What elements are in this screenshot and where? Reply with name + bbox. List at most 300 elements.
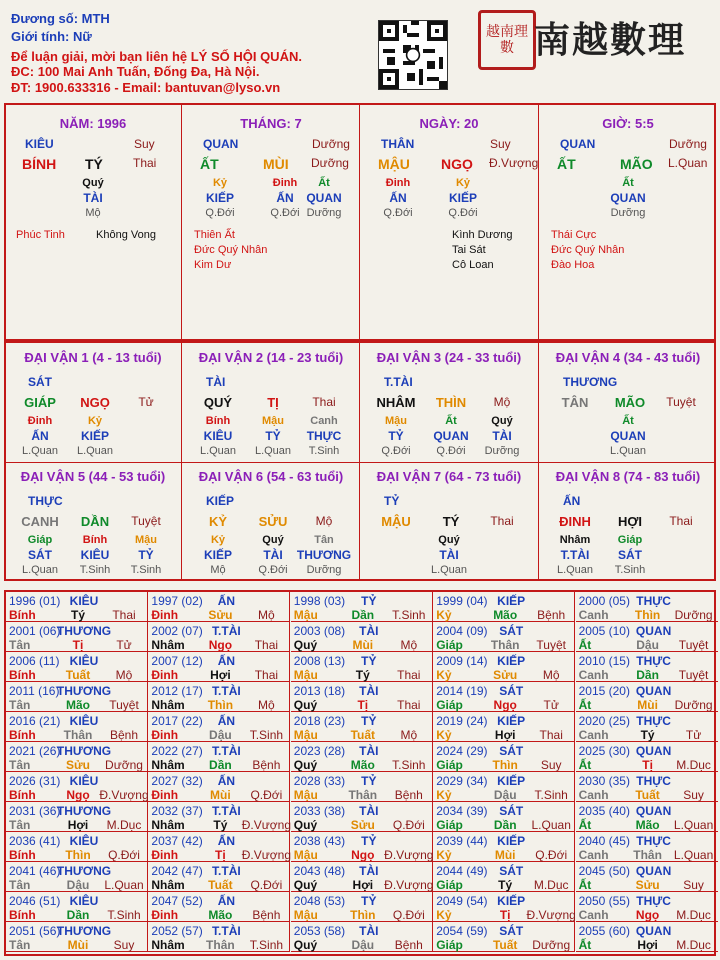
year-branch: Mão [350,758,375,772]
luck-hidden-stage: L.Quan [21,445,59,457]
year-label: 2042 (47) [151,864,203,878]
year-branch: Mùi [352,638,374,652]
year-label: 2001 (06) [9,624,61,638]
hidden-stem: Đinh [272,177,298,189]
qr-code-icon[interactable] [378,20,448,90]
year-branch: Dần [351,608,375,622]
year-branch: Thân [206,938,235,952]
year-cell[interactable] [6,712,148,742]
year-stem: Ất [578,818,592,832]
year-god: TỶ [361,714,377,728]
year-branch: Tuất [635,788,660,802]
year-stage: Bệnh [394,788,423,802]
year-cell[interactable] [576,652,718,682]
shensha-star: Phúc Tinh [16,229,65,241]
year-branch: Tị [72,638,84,652]
luck-hidden-god: THƯƠNG [296,548,352,562]
year-god: THỰC [636,714,671,728]
luck-god: TỶ [384,494,400,508]
year-stem: Tân [9,698,31,712]
year-stage: T.Sinh [107,908,141,922]
luck-hidden-stage: L.Quan [21,564,59,576]
year-label: 2008 (13) [293,654,346,668]
pillars-panel [4,103,716,341]
pillar-branch: MÃO [620,156,653,172]
year-cell[interactable] [576,682,718,712]
year-stage: L.Quan [673,818,714,832]
luck-hidden-god: TÀI [492,429,512,443]
year-branch: Tị [642,758,653,772]
year-cell[interactable] [148,682,290,712]
year-stage: Đ.Vượng [384,878,434,892]
luck-title: ĐẠI VẬN 2 (14 - 23 tuổi) [198,350,344,365]
year-cell[interactable] [433,742,575,772]
year-cell[interactable] [576,802,718,832]
luck-hidden-stage: Dưỡng [306,564,342,576]
year-stem: Giáp [436,758,463,772]
year-stem: Tân [9,818,31,832]
year-cell[interactable] [6,832,148,862]
year-label: 2020 (25) [578,714,630,728]
year-stem: Quý [293,878,318,892]
year-stem: Giáp [436,878,463,892]
year-stage: Đ.Vượng [99,788,149,802]
year-stem: Kỷ [436,668,452,682]
pillar-title: THÁNG: 7 [240,116,302,131]
year-god: TÀI [359,744,379,758]
year-label: 2033 (38) [293,804,346,818]
year-cell[interactable] [148,832,290,862]
year-god: SÁT [499,864,524,878]
year-branch: Dần [66,908,90,922]
year-cell[interactable] [6,682,148,712]
year-cell[interactable] [433,862,575,892]
year-stage: L.Quan [104,878,144,892]
year-branch: Hợi [210,668,231,682]
year-cell[interactable] [291,892,433,922]
year-label: 2010 (15) [578,654,630,668]
hidden-stem: Ất [622,177,634,189]
year-cell[interactable] [291,652,433,682]
year-stem: Tân [9,878,31,892]
year-branch: Tý [70,608,86,622]
year-label: 1999 (04) [436,594,488,608]
year-cell[interactable] [433,922,575,952]
year-branch: Dậu [351,938,375,952]
pillar-branch: TÝ [85,156,103,172]
luck-hidden-stem: Mậu [262,415,284,427]
pillar-stage: Dưỡng [311,156,349,170]
year-stem: Giáp [436,818,463,832]
year-cell[interactable] [6,802,148,832]
year-label: 2022 (27) [151,744,203,758]
year-stem: Bính [9,788,36,802]
year-cell[interactable] [291,772,433,802]
year-label: 2011 (16) [9,684,60,698]
year-stem: Bính [9,908,36,922]
header [0,0,720,100]
year-stem: Đinh [151,788,179,802]
year-cell[interactable] [6,772,148,802]
year-cell[interactable] [148,712,290,742]
year-stem: Đinh [151,608,179,622]
year-stage: Mộ [542,668,560,682]
year-label: 2004 (09) [436,624,488,638]
pillar-stage: Đ.Vượng [489,156,539,170]
year-god: KIÊU [69,834,99,848]
year-god: KIÊU [69,714,99,728]
year-stage: Mộ [400,728,418,742]
year-cell[interactable] [291,862,433,892]
year-label: 2009 (14) [436,654,488,668]
year-cell[interactable] [148,862,290,892]
year-label: 2024 (29) [436,744,488,758]
year-label: 2021 (26) [9,744,61,758]
year-stem: Tân [9,638,31,652]
gioi-tinh: Giới tính: Nữ [11,29,92,44]
year-god: THƯƠNG [56,744,112,758]
year-stage: Dưỡng [532,938,571,952]
luck-branch: HỢI [617,514,643,529]
year-branch: Thân [490,638,520,652]
year-label: 2028 (33) [293,774,346,788]
contact-line-1: Để luận giải, mời bạn liên hệ LÝ SỐ HỘI QUÁN. [11,49,302,64]
hidden-god: ẤN [276,191,294,205]
year-branch: Tị [499,908,511,922]
year-stage: T.Sinh [392,608,426,622]
hidden-god: ẤN [389,191,407,205]
year-branch: Sửu [350,818,375,832]
luck-hidden-stem: Giáp [617,534,643,546]
pillar-stage: Thai [133,156,157,170]
luck-hidden-stage: T.Sinh [308,445,340,457]
year-cell[interactable] [148,742,290,772]
year-stage: T.Sinh [249,728,284,742]
year-god: TÀI [359,684,379,698]
luck-hidden-god: KIÊU [203,429,233,443]
year-label: 2030 (35) [578,774,630,788]
year-god: ẤN [217,834,236,848]
year-stage: T.Sinh [534,788,568,802]
year-stage: Suy [683,878,704,892]
luck-hidden-stem: Mậu [135,534,157,546]
luck-hidden-god: KIẾP [80,429,110,443]
luck-hidden-stem: Canh [310,415,338,427]
pillar-title: GIỜ: 5:5 [602,116,654,131]
year-stem: Kỷ [436,848,452,862]
pillar-state: Suy [490,137,511,151]
year-stage: Mộ [258,698,275,712]
year-cell[interactable] [576,742,718,772]
year-god: KIÊU [69,894,99,908]
year-cell[interactable] [576,622,718,652]
luck-title: ĐẠI VẬN 5 (44 - 53 tuổi) [20,469,166,484]
year-label: 2017 (22) [151,714,203,728]
luck-god: SÁT [28,375,52,389]
brand-seal: 越南理數 [478,10,536,70]
year-cell[interactable] [148,592,290,622]
year-god: QUAN [635,684,672,698]
year-cell[interactable] [291,802,433,832]
year-label: 2016 (21) [9,714,61,728]
year-stage: Suy [113,938,135,952]
year-branch: Mùi [494,848,516,862]
year-stem: Giáp [436,638,463,652]
year-stem: Ất [578,878,592,892]
year-stage: Thai [539,728,563,742]
year-branch: Dậu [209,728,232,742]
year-stage: Thai [397,668,421,682]
luck-hidden-stem: Ất [445,415,457,427]
pillar-state: Dưỡng [312,137,350,151]
year-stage: Mộ [115,668,133,682]
year-cell[interactable] [6,862,148,892]
luck-hidden-stage: Mộ [210,564,226,576]
year-stage: Tuyệt [678,668,709,682]
year-branch: Sửu [635,878,660,892]
year-cell[interactable] [433,712,575,742]
year-branch: Dần [636,668,659,682]
year-god: THƯƠNG [56,864,112,878]
year-stage: M.Dục [676,908,711,922]
year-cell[interactable] [291,712,433,742]
year-label: 2055 (60) [578,924,630,938]
year-stage: Q.Đới [250,878,283,892]
luck-hidden-stage: L.Quan [199,445,237,457]
year-cell[interactable] [6,892,148,922]
year-cell[interactable] [433,682,575,712]
year-stem: Nhâm [151,878,185,892]
year-stage: M.Dục [106,818,142,832]
year-label: 2025 (30) [578,744,630,758]
year-cell[interactable] [576,862,718,892]
year-branch: Hợi [494,728,516,742]
year-cell[interactable] [6,622,148,652]
year-stage: Thai [397,698,421,712]
year-stem: Kỷ [436,908,452,922]
year-branch: Dần [493,818,517,832]
year-cell[interactable] [433,772,575,802]
luck-title: ĐẠI VẬN 3 (24 - 33 tuổi) [376,350,522,365]
year-god: SÁT [499,684,524,698]
year-branch: Dậu [493,788,517,802]
year-cell[interactable] [291,832,433,862]
year-god: QUAN [635,744,672,758]
year-label: 2035 (40) [578,804,630,818]
luck-title: ĐẠI VẬN 6 (54 - 63 tuổi) [198,469,344,484]
year-branch: Dần [209,758,232,772]
year-cell[interactable] [6,742,148,772]
pillar-stem: MẬU [378,156,410,172]
year-stem: Quý [293,758,318,772]
year-stage: Bệnh [394,938,423,952]
year-cell[interactable] [433,652,575,682]
year-stem: Ất [578,638,592,652]
hidden-stage: Dưỡng [306,207,342,219]
year-label: 2036 (41) [9,834,61,848]
hidden-god: KIẾP [205,191,235,205]
year-stage: Dưỡng [674,608,713,622]
year-stem: Nhâm [151,638,185,652]
year-god: THƯƠNG [56,924,112,938]
luck-stem: QUÝ [203,395,233,410]
year-stem: Đinh [151,848,179,862]
hidden-god: QUAN [306,191,342,205]
luck-hidden-god: TÀI [263,548,283,562]
year-stage: Thai [254,638,279,652]
year-branch: Mùi [637,698,658,712]
year-label: 2026 (31) [9,774,61,788]
year-cell[interactable] [433,592,575,622]
year-god: THƯƠNG [56,804,112,818]
year-cell[interactable] [433,622,575,652]
year-stem: Mậu [293,728,318,742]
year-stem: Quý [293,818,318,832]
luck-hidden-stem: Quý [438,534,460,546]
pillar-god: QUAN [203,137,239,151]
year-stem: Quý [293,938,318,952]
brand-logo: 南越數理 [534,19,687,61]
year-label: 2019 (24) [436,714,488,728]
luck-stage: Mộ [315,514,333,528]
year-stage: M.Dục [533,878,569,892]
hidden-stage: Q.Đới [205,207,235,219]
pillar-god: KIÊU [25,137,54,151]
luck-title: ĐẠI VẬN 1 (4 - 13 tuổi) [24,350,162,365]
luck-hidden-stage: T.Sinh [79,564,111,576]
year-stage: L.Quan [531,818,571,832]
year-stem: Quý [293,698,318,712]
year-cell[interactable] [148,622,290,652]
shensha-star: Kim Dư [194,259,232,271]
year-cell[interactable] [291,682,433,712]
luck-hidden-stage: L.Quan [430,564,468,576]
year-branch: Mùi [210,788,231,802]
shensha-star: Đào Hoa [551,259,595,271]
luck-hidden-stage: L.Quan [76,445,114,457]
year-stage: Tử [543,698,559,712]
year-cell[interactable] [291,592,433,622]
pillar-stem: ẤT [557,156,576,172]
year-branch: Ngọ [66,788,90,802]
year-god: KIẾP [497,594,526,608]
year-branch: Thìn [634,608,661,622]
shensha-star: Đức Quý Nhân [194,244,268,256]
year-cell[interactable] [576,772,718,802]
hidden-stem: Đinh [385,177,411,189]
luck-stage: Thai [669,514,693,528]
year-cell[interactable] [576,592,718,622]
year-cell[interactable] [148,772,290,802]
year-stage: Tuyệt [109,698,139,712]
year-stage: Suy [540,758,562,772]
year-branch: Hợi [637,938,658,952]
hidden-god: KIẾP [448,191,478,205]
shensha-star: Tai Sát [452,244,486,256]
year-cell[interactable] [6,922,148,952]
year-stage: Q.Đới [250,788,283,802]
luck-hidden-god: QUAN [610,429,646,443]
year-cell[interactable] [148,802,290,832]
year-cell[interactable] [576,922,718,952]
year-cell[interactable] [576,892,718,922]
year-label: 2018 (23) [293,714,346,728]
luck-hidden-god: T.TÀI [560,548,590,562]
year-branch: Thìn [207,698,234,712]
year-stage: Thai [254,668,279,682]
year-branch: Tuất [65,668,91,682]
year-label: 2052 (57) [151,924,203,938]
year-stage: Bệnh [252,908,281,922]
hidden-stage: Q.Đới [270,207,300,219]
year-god: SÁT [499,804,524,818]
luck-stem: TÂN [561,395,589,410]
year-cell[interactable] [576,832,718,862]
year-god: KIẾP [497,714,526,728]
pillar-god: THÂN [381,137,415,151]
year-god: THỰC [636,834,671,848]
luck-title: ĐẠI VẬN 4 (34 - 43 tuổi) [555,350,701,365]
year-god: T.TÀI [212,924,241,938]
year-god: KIẾP [497,774,526,788]
year-label: 2006 (11) [9,654,60,668]
year-cell[interactable] [6,652,148,682]
luck-hidden-stem: Mậu [385,415,407,427]
year-cell[interactable] [291,922,433,952]
year-cell[interactable] [433,832,575,862]
year-branch: Sửu [208,608,233,622]
year-label: 1997 (02) [151,594,203,608]
year-stage: Thai [112,608,136,622]
year-cell[interactable] [433,802,575,832]
year-god: T.TÀI [212,864,241,878]
year-cell[interactable] [148,652,290,682]
year-branch: Ngọ [208,638,233,652]
shensha-star: Không Vong [96,229,156,241]
luck-stem: CANH [21,514,59,529]
luck-hidden-stage: T.Sinh [130,564,162,576]
year-stem: Đinh [151,728,179,742]
year-branch: Mão [208,908,233,922]
year-cell[interactable] [6,592,148,622]
year-label: 2039 (44) [436,834,488,848]
year-label: 1998 (03) [293,594,346,608]
year-god: KIẾP [497,654,526,668]
year-branch: Ngọ [351,848,375,862]
year-god: TỶ [361,834,377,848]
year-god: THƯƠNG [56,624,112,638]
year-stage: Q.Đới [392,908,425,922]
year-cell[interactable] [148,922,290,952]
year-cell[interactable] [433,892,575,922]
year-stem: Ất [578,938,592,952]
year-branch: Tuất [208,878,233,892]
pillar-title: NGÀY: 20 [419,116,479,131]
year-cell[interactable] [576,712,718,742]
pillar-state: Dưỡng [669,137,707,151]
year-cell[interactable] [148,892,290,922]
year-cell[interactable] [291,742,433,772]
year-cell[interactable] [291,622,433,652]
year-label: 2044 (49) [436,864,488,878]
year-label: 2014 (19) [436,684,488,698]
shensha-star: Thái Cực [551,229,597,241]
year-god: QUAN [635,864,672,878]
year-label: 1996 (01) [9,594,61,608]
luck-hidden-stage: L.Quan [556,564,594,576]
year-branch: Mão [635,818,660,832]
luck-hidden-stage: L.Quan [254,445,292,457]
